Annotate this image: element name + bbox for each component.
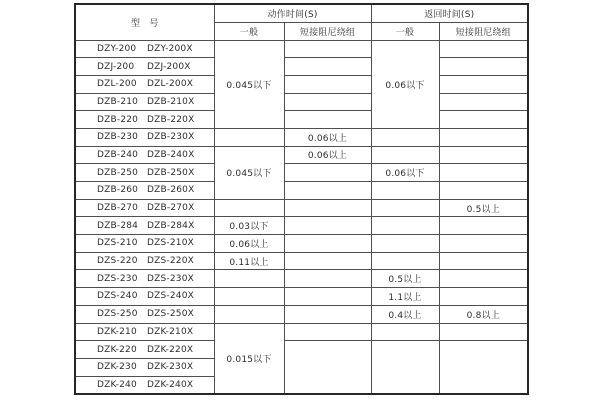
cell-action-damped-winding (284, 252, 371, 270)
model-cell (75, 288, 214, 306)
model-label: DZY-200 (97, 43, 137, 54)
cell-action-damped-winding (284, 341, 371, 394)
model-label: DZS-210 (97, 238, 138, 249)
model-label-x-variant: DZB-270X (147, 203, 195, 214)
model-cell (75, 358, 214, 376)
cell-action-damped-winding (284, 288, 371, 306)
model-label: DZL-200 (97, 79, 137, 90)
cell-return-damped-winding (439, 111, 528, 129)
cell-action-general (214, 305, 284, 323)
cell-return-damped-winding (439, 235, 528, 253)
model-cell (75, 376, 214, 394)
cell-action-damped-winding (284, 235, 371, 253)
model-label-x-variant: DZS-230X (147, 273, 194, 284)
model-label: DZK-220 (97, 344, 137, 355)
cell-action-general: 0.06以上 (214, 235, 284, 253)
model-label-x-variant: DZK-240X (147, 379, 194, 390)
model-cell (75, 93, 214, 111)
model-label-x-variant: DZB-250X (147, 167, 195, 178)
model-label: DZS-230 (97, 273, 138, 284)
model-cell (75, 270, 214, 288)
cell-action-general: 0.015以下 (214, 323, 284, 394)
model-label: DZB-284 (97, 220, 139, 231)
cell-return-general: 1.1以上 (371, 288, 439, 306)
table-row (75, 164, 528, 182)
cell-return-damped-winding (439, 341, 528, 394)
cell-return-general (371, 199, 439, 217)
model-cell (75, 235, 214, 253)
cell-action-damped-winding (284, 323, 371, 341)
model-cell (75, 341, 214, 359)
table-row (75, 182, 528, 200)
cell-return-damped-winding (439, 270, 528, 288)
cell-action-general: 0.045以下 (214, 146, 284, 199)
model-label-x-variant: DZY-200X (147, 43, 193, 54)
table-header (75, 4, 528, 40)
model-cell (75, 75, 214, 93)
cell-return-damped-winding (439, 40, 528, 58)
table-row (75, 58, 528, 76)
table-row (75, 146, 528, 164)
cell-return-general: 0.4以上 (371, 305, 439, 323)
model-label-x-variant: DZS-250X (147, 309, 194, 320)
header-action-damped-winding: 短接阻尼绕组 (284, 22, 371, 40)
model-label: DZS-250 (97, 309, 138, 320)
cell-return-general (371, 235, 439, 253)
model-label-x-variant: DZB-220X (147, 114, 195, 125)
cell-return-general: 0.06以下 (371, 164, 439, 182)
model-cell (75, 40, 214, 58)
model-label: DZB-260 (97, 185, 139, 196)
model-label-x-variant: DZB-284X (147, 220, 195, 231)
model-cell (75, 146, 214, 164)
cell-action-damped-winding (284, 164, 371, 182)
table-row (75, 323, 528, 341)
model-cell (75, 252, 214, 270)
cell-action-damped-winding (284, 305, 371, 323)
model-cell (75, 182, 214, 200)
table-row (75, 128, 528, 146)
table-row (75, 75, 528, 93)
cell-return-general (371, 323, 439, 341)
model-cell (75, 323, 214, 341)
table-row (75, 111, 528, 129)
model-label: DZB-250 (97, 167, 139, 178)
header-return-damped-winding: 短接阻尼绕组 (439, 22, 528, 40)
model-cell (75, 58, 214, 76)
cell-return-damped-winding (439, 93, 528, 111)
cell-return-damped-winding (439, 252, 528, 270)
table-row (75, 93, 528, 111)
model-label-x-variant: DZB-230X (147, 132, 195, 143)
spec-table (74, 3, 529, 395)
model-label-x-variant: DZB-260X (147, 185, 195, 196)
model-label-x-variant: DZK-220X (147, 344, 194, 355)
cell-action-general (214, 288, 284, 306)
cell-action-damped-winding (284, 93, 371, 111)
model-label-x-variant: DZS-240X (147, 291, 194, 302)
model-label: DZB-270 (97, 203, 139, 214)
model-cell (75, 217, 214, 235)
model-cell (75, 164, 214, 182)
header-model: 型 号 (75, 4, 214, 40)
cell-action-damped-winding: 0.06以上 (284, 146, 371, 164)
cell-return-damped-winding: 0.8以上 (439, 305, 528, 323)
spec-table-container (74, 3, 529, 395)
model-label: DZK-230 (97, 362, 137, 373)
model-label-x-variant: DZK-210X (147, 326, 194, 337)
cell-return-general (371, 146, 439, 164)
table-row (75, 252, 528, 270)
cell-action-general: 0.11以上 (214, 252, 284, 270)
cell-action-general: 0.03以下 (214, 217, 284, 235)
model-label-x-variant: DZJ-200X (147, 61, 191, 72)
cell-action-damped-winding (284, 111, 371, 129)
model-label-x-variant: DZL-200X (147, 79, 194, 90)
cell-action-damped-winding (284, 58, 371, 76)
model-label: DZK-240 (97, 379, 137, 390)
model-label: DZK-210 (97, 326, 137, 337)
header-action-time: 动作时间(S) (214, 4, 371, 22)
cell-action-general (214, 270, 284, 288)
cell-return-damped-winding (439, 146, 528, 164)
cell-return-damped-winding: 0.5以上 (439, 199, 528, 217)
model-label: DZJ-200 (97, 61, 135, 72)
cell-return-damped-winding (439, 164, 528, 182)
header-action-general: 一般 (214, 22, 284, 40)
cell-action-general (214, 128, 284, 146)
model-label-x-variant: DZB-210X (147, 96, 195, 107)
cell-return-damped-winding (439, 128, 528, 146)
model-label: DZB-220 (97, 114, 139, 125)
cell-action-damped-winding (284, 75, 371, 93)
cell-return-damped-winding (439, 217, 528, 235)
cell-return-damped-winding (439, 288, 528, 306)
table-row (75, 288, 528, 306)
cell-return-general (371, 182, 439, 200)
table-row (75, 341, 528, 359)
model-label: DZB-230 (97, 132, 139, 143)
cell-action-damped-winding (284, 40, 371, 58)
cell-action-general (214, 199, 284, 217)
table-row (75, 217, 528, 235)
cell-action-damped-winding (284, 182, 371, 200)
model-label-x-variant: DZS-220X (147, 256, 194, 267)
cell-return-general (371, 128, 439, 146)
model-label: DZS-240 (97, 291, 138, 302)
model-cell (75, 111, 214, 129)
cell-return-general (371, 252, 439, 270)
cell-action-damped-winding (284, 199, 371, 217)
table-row (75, 199, 528, 217)
cell-return-general: 0.06以下 (371, 40, 439, 128)
cell-return-general (371, 341, 439, 394)
model-label: DZB-210 (97, 96, 139, 107)
model-label-x-variant: DZK-230X (147, 362, 194, 373)
cell-return-damped-winding (439, 58, 528, 76)
cell-action-general: 0.045以下 (214, 40, 284, 128)
model-cell (75, 128, 214, 146)
header-return-time: 返回时间(S) (371, 4, 528, 22)
cell-action-damped-winding (284, 217, 371, 235)
model-label-x-variant: DZS-210X (147, 238, 194, 249)
cell-action-damped-winding: 0.06以上 (284, 128, 371, 146)
table-row (75, 40, 528, 58)
cell-return-general (371, 217, 439, 235)
header-return-general: 一般 (371, 22, 439, 40)
model-cell (75, 199, 214, 217)
cell-return-damped-winding (439, 323, 528, 341)
cell-return-damped-winding (439, 182, 528, 200)
cell-return-general: 0.5以上 (371, 270, 439, 288)
model-label: DZS-220 (97, 256, 138, 267)
table-row (75, 270, 528, 288)
table-row (75, 305, 528, 323)
model-label-x-variant: DZB-240X (147, 149, 195, 160)
table-body (75, 40, 528, 394)
cell-action-damped-winding (284, 270, 371, 288)
header-row-1 (75, 4, 528, 22)
model-cell (75, 305, 214, 323)
cell-return-damped-winding (439, 75, 528, 93)
model-label: DZB-240 (97, 149, 139, 160)
table-row (75, 235, 528, 253)
